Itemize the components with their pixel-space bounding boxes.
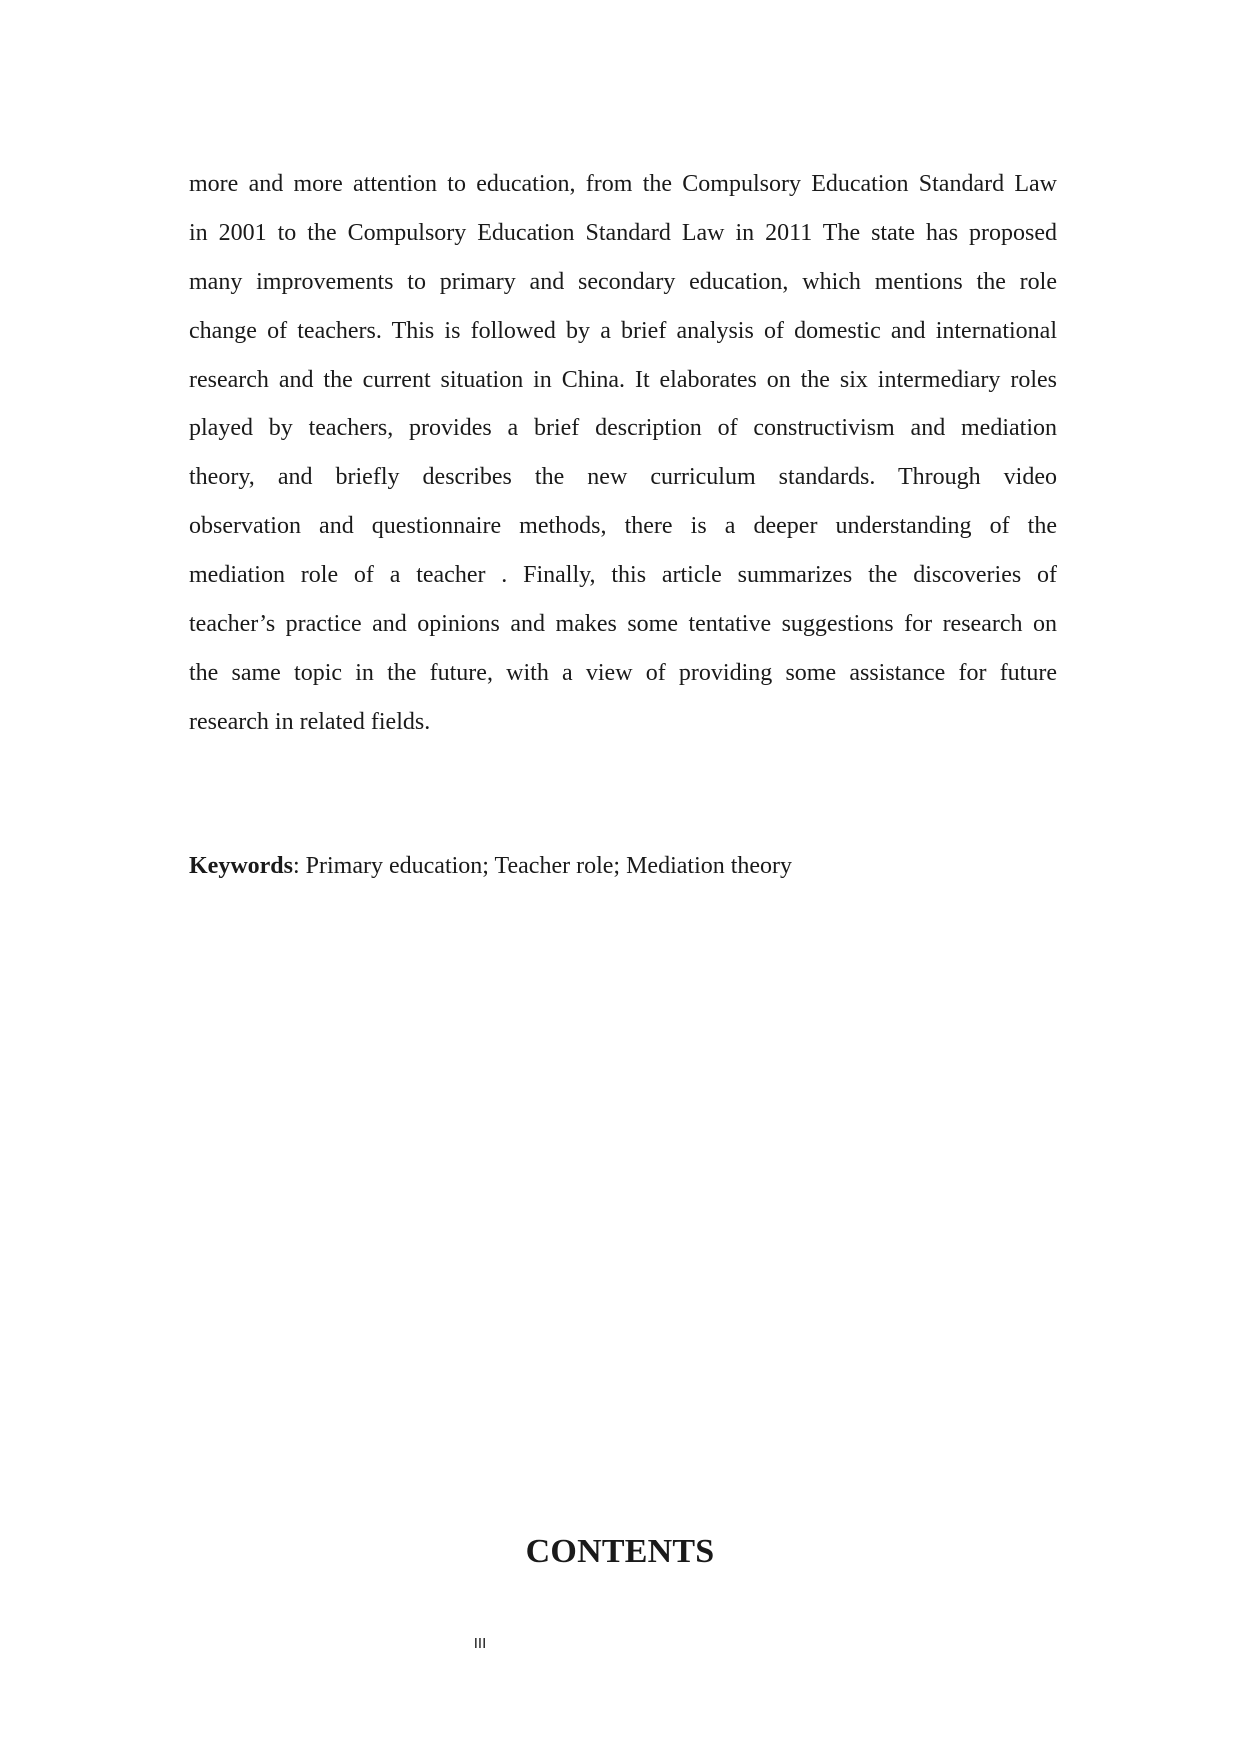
- page-number: III: [473, 1635, 487, 1652]
- abstract-line: played by teachers, provides a brief description of constructivism and mediation: [189, 415, 1057, 442]
- abstract-line: research in related fields.: [189, 708, 431, 735]
- abstract-line: teacher’s practice and opinions and makes some tentative suggestions for research on: [189, 611, 1057, 638]
- keywords-text: Primary education; Teacher role; Mediation theory: [299, 853, 793, 879]
- abstract-line: more and more attention to education, from the Compulsory Education Standard Law: [189, 171, 1057, 197]
- abstract-line: research and the current situation in China. It elaborates on the six intermediary roles: [189, 366, 1057, 393]
- keywords-line: [189, 848, 792, 884]
- abstract-paragraph: [189, 160, 1057, 747]
- abstract-line: theory, and briefly describes the new curriculum standards. Through video: [189, 464, 1057, 491]
- keywords-separator: :: [293, 853, 300, 879]
- abstract-line: in 2001 to the Compulsory Education Standard Law in 2011 The state has proposed: [189, 219, 1057, 246]
- abstract-line: change of teachers. This is followed by a brief analysis of domestic and international: [189, 317, 1057, 344]
- contents-heading: CONTENTS: [525, 1533, 715, 1570]
- abstract-line: observation and questionnaire methods, there is a deeper understanding of the: [189, 513, 1057, 540]
- keywords-label: Keywords: [189, 853, 293, 879]
- abstract-line: many improvements to primary and secondary education, which mentions the role: [189, 268, 1057, 295]
- abstract-line: the same topic in the future, with a view of providing some assistance for future: [189, 659, 1057, 686]
- abstract-line: mediation role of a teacher . Finally, this article summarizes the discoveries of: [189, 562, 1057, 589]
